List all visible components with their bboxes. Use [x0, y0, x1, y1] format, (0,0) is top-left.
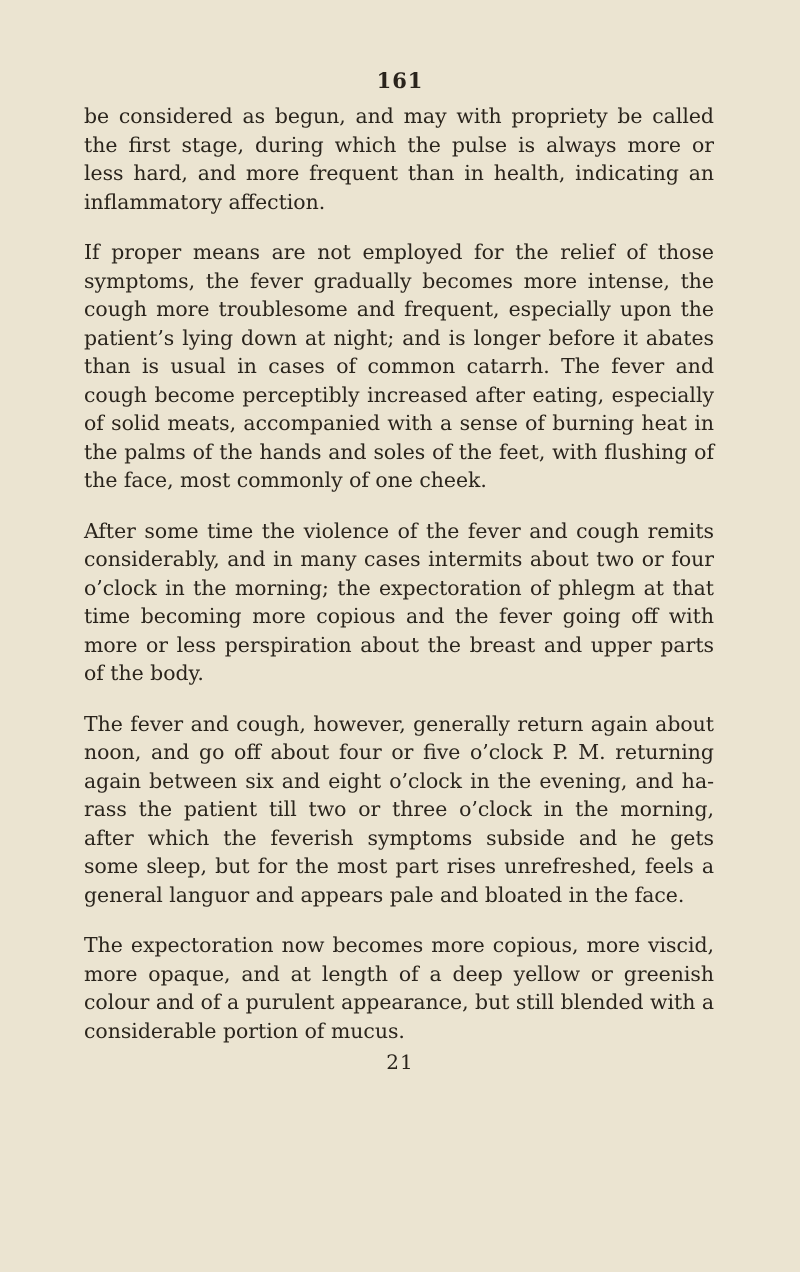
paragraph-2: If proper means are not employed for the relief of those symptoms, the fever gradually becomes more intense, the cough more troublesome and frequent, especially upon the patient’s lying down at night; and is longer before it abates than is usual in cases of common catarrh. The fever and cough become perceptibly increased after eating, especially of solid meats, accompanied with a sense of burning heat in the palms of the hands and soles of the feet, with flushing of the face, most commonly of one cheek.	[84, 240, 714, 492]
paragraph-4: The fever and cough, however, generally return again about noon, and go off about four or five o’clock P. M. returning again between six and eight o’clock in the evening, and harass the patient till two or three o’clock in the morning, after which the feverish symptoms subside and he gets some sleep, but for the most part rises unrefreshed, feels a general languor and appears pale and bloated in the face.	[84, 711, 714, 907]
signature-mark: 21	[386, 1050, 414, 1074]
paragraph-3: After some time the violence of the fever and cough remits considerably, and in many cases intermits about two or four o’clock in the morning; the expectoration of phlegm at that time becoming more copious and the fever going off with more or less perspiration about the breast and upper parts of the body.	[84, 518, 714, 685]
paragraph-1: be considered as begun, and may with propriety be called the first stage, during which the pulse is always more or less hard, and more frequent than in health, indicating an inflammatory affection.	[84, 104, 714, 214]
body-text	[84, 102, 714, 1045]
paragraph-5: The expectoration now becomes more copious, more viscid, more opaque, and at length of a deep yellow or greenish colour and of a purulent appearance, but still blended with a considerable portion of mucus.	[84, 933, 714, 1043]
page-number: 161	[376, 68, 424, 93]
